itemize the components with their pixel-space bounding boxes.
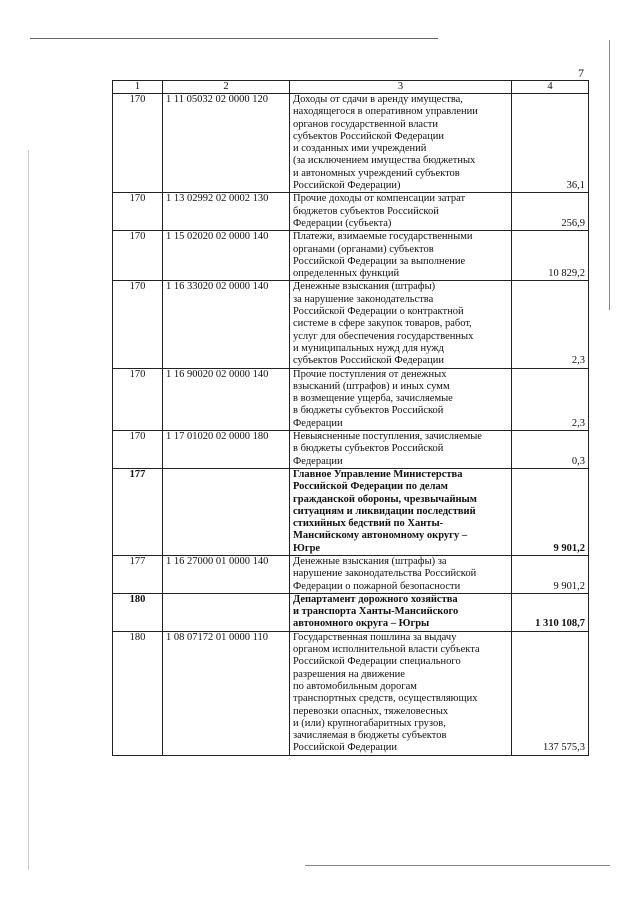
description-line: взысканий (штрафов) и иных сумм	[293, 380, 450, 392]
description-line: Главное Управление Министерства	[293, 468, 463, 480]
description-line: Федерации	[293, 417, 343, 429]
description-line: субъектов Российской Федерации	[293, 355, 445, 367]
table-row	[113, 431, 589, 469]
table-row	[113, 231, 589, 281]
table-header-row	[113, 81, 589, 94]
budget-code-cell: 1 16 33020 02 0000 140	[163, 281, 290, 368]
amount-cell: 2,3	[512, 281, 589, 368]
description-line: субъектов Российской Федерации	[293, 130, 445, 142]
description-line: Югре	[293, 542, 321, 554]
budget-code-cell: 1 16 27000 01 0000 140	[163, 555, 290, 593]
description-cell	[290, 193, 512, 231]
amount-cell: 0,3	[512, 431, 589, 469]
description-line: Денежные взыскания (штрафы)	[293, 281, 436, 293]
header-cell: 4	[512, 81, 589, 94]
description-line: Российской Федерации за выполнение	[293, 255, 466, 267]
description-line: органов государственной власти	[293, 118, 438, 130]
table-row	[113, 468, 589, 555]
admin-code-cell: 170	[113, 281, 163, 368]
budget-code-cell	[163, 593, 290, 631]
page-number: 7	[578, 66, 584, 80]
amount-cell: 36,1	[512, 94, 589, 193]
description-line: Доходы от сдачи в аренду имущества,	[293, 94, 463, 105]
description-line: (за исключением имущества бюджетных	[293, 155, 476, 167]
budget-code-cell: 1 15 02020 02 0000 140	[163, 231, 290, 281]
description-line: Прочие поступления от денежных	[293, 368, 447, 380]
budget-code-cell: 1 16 90020 02 0000 140	[163, 368, 290, 430]
budget-code-cell: 1 13 02992 02 0002 130	[163, 193, 290, 231]
admin-code-cell: 177	[113, 468, 163, 555]
table-row	[113, 593, 589, 631]
left-margin-line	[28, 150, 29, 870]
header-cell: 3	[290, 81, 512, 94]
amount-cell: 1 310 108,7	[512, 593, 589, 631]
description-line: в бюджеты субъектов Российской	[293, 405, 444, 417]
description-line: Прочие доходы от компенсации затрат	[293, 193, 466, 205]
description-line: определенных функций	[293, 268, 400, 280]
description-line: Российской Федерации по делам	[293, 481, 448, 493]
description-line: в возмещение ущерба, зачисляемые	[293, 393, 453, 405]
table-row	[113, 631, 589, 755]
description-line: находящегося в оперативном управлении	[293, 106, 478, 118]
budget-code-cell: 1 17 01020 02 0000 180	[163, 431, 290, 469]
description-line: транспортных средств, осуществляющих	[293, 693, 478, 705]
description-line: Российской Федерации специального	[293, 656, 461, 668]
description-line: и автономных учреждений субъектов	[293, 167, 460, 179]
amount-cell: 9 901,2	[512, 555, 589, 593]
description-line: Российской Федерации)	[293, 180, 401, 192]
description-line: нарушение законодательства Российской	[293, 568, 477, 580]
description-line: Федерации	[293, 455, 343, 467]
amount-cell: 137 575,3	[512, 631, 589, 755]
admin-code-cell: 177	[113, 555, 163, 593]
description-line: и (или) крупногабаритных грузов,	[293, 717, 446, 729]
description-line: и созданных ими учреждений	[293, 143, 427, 155]
description-line: органами (органами) субъектов	[293, 243, 434, 255]
description-line: Федерации (субъекта)	[293, 217, 392, 229]
description-line: и муниципальных нужд для нужд	[293, 342, 444, 354]
description-line: зачисляемая в бюджеты субъектов	[293, 730, 447, 742]
description-line: Департамент дорожного хозяйства	[293, 593, 458, 605]
revenue-table	[112, 80, 589, 756]
amount-cell: 10 829,2	[512, 231, 589, 281]
description-line: ситуациям и ликвидации последствий	[293, 505, 476, 517]
description-cell	[290, 368, 512, 430]
header-cell: 2	[163, 81, 290, 94]
description-line: гражданской обороны, чрезвычайным	[293, 493, 477, 505]
description-line: и транспорта Ханты-Мансийского	[293, 606, 459, 618]
table-row	[113, 368, 589, 430]
description-cell	[290, 631, 512, 755]
description-line: Российской Федерации	[293, 742, 397, 754]
description-line: органом исполнительной власти субъекта	[293, 644, 480, 656]
bottom-rule	[305, 865, 610, 866]
description-line: за нарушение законодательства	[293, 293, 434, 305]
description-line: по автомобильным дорогам	[293, 680, 417, 692]
description-cell	[290, 468, 512, 555]
admin-code-cell: 170	[113, 368, 163, 430]
amount-cell: 9 901,2	[512, 468, 589, 555]
description-line: Федерации о пожарной безопасности	[293, 580, 461, 592]
description-line: разрешения на движение	[293, 668, 405, 680]
description-line: Невыясненные поступления, зачисляемые	[293, 431, 482, 443]
amount-cell: 2,3	[512, 368, 589, 430]
description-line: стихийных бедствий по Ханты-	[293, 518, 444, 530]
description-line: услуг для обеспечения государственных	[293, 330, 474, 342]
description-line: перевозки опасных, тяжеловесных	[293, 705, 449, 717]
admin-code-cell: 180	[113, 593, 163, 631]
description-cell	[290, 555, 512, 593]
admin-code-cell: 170	[113, 431, 163, 469]
table-row	[113, 193, 589, 231]
table-row	[113, 94, 589, 193]
description-line: Российской Федерации о контрактной	[293, 306, 464, 318]
description-cell	[290, 281, 512, 368]
description-cell	[290, 94, 512, 193]
description-cell	[290, 231, 512, 281]
description-cell	[290, 593, 512, 631]
description-line: в бюджеты субъектов Российской	[293, 443, 444, 455]
description-cell	[290, 431, 512, 469]
budget-code-cell	[163, 468, 290, 555]
budget-code-cell: 1 11 05032 02 0000 120	[163, 94, 290, 193]
admin-code-cell: 170	[113, 231, 163, 281]
admin-code-cell: 170	[113, 193, 163, 231]
budget-code-cell: 1 08 07172 01 0000 110	[163, 631, 290, 755]
admin-code-cell: 180	[113, 631, 163, 755]
right-margin-line	[609, 40, 610, 310]
description-line: системе в сфере закупок товаров, работ,	[293, 318, 472, 330]
description-line: Денежные взыскания (штрафы) за	[293, 555, 447, 567]
amount-cell: 256,9	[512, 193, 589, 231]
description-line: Платежи, взимаемые государственными	[293, 231, 473, 243]
description-line: Государственная пошлина за выдачу	[293, 631, 457, 643]
header-cell: 1	[113, 81, 163, 94]
description-line: автономного округа – Югры	[293, 618, 430, 630]
table-row	[113, 555, 589, 593]
top-rule	[30, 38, 438, 39]
description-line: бюджетов субъектов Российской	[293, 205, 439, 217]
admin-code-cell: 170	[113, 94, 163, 193]
description-line: Мансийскому автономному округу –	[293, 530, 468, 542]
table-row	[113, 281, 589, 368]
